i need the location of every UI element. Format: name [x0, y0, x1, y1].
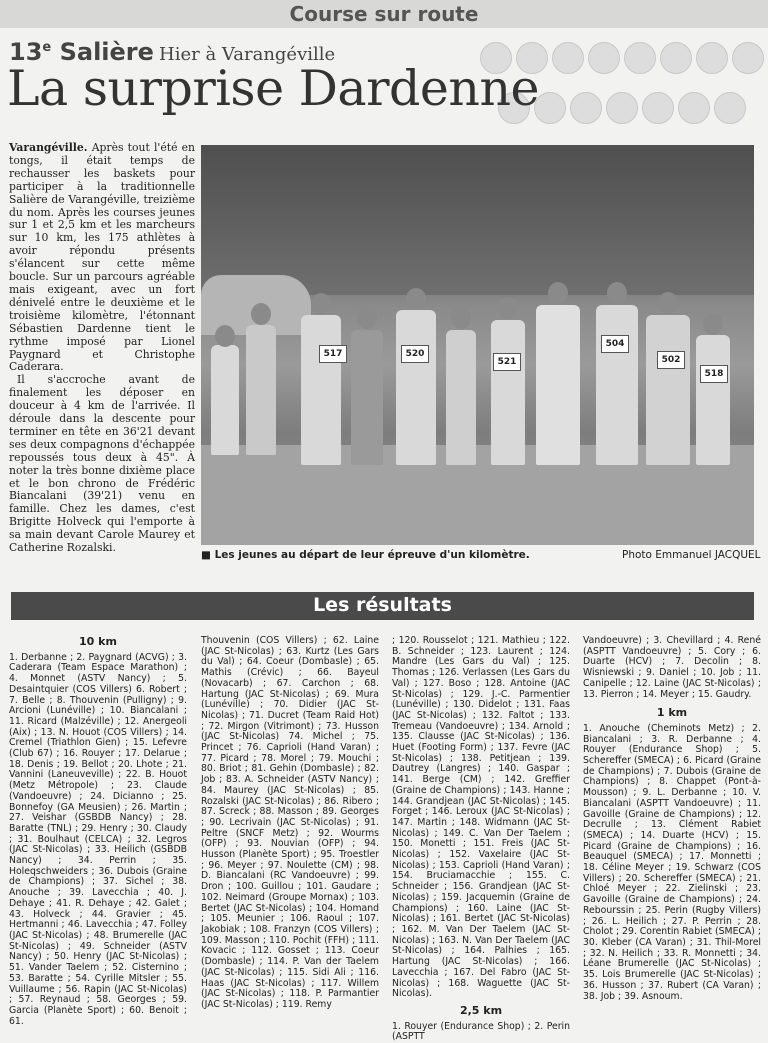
runner-head	[498, 297, 518, 319]
results-text: 1. Derbanne ; 2. Paygnard (ACVG) ; 3. Caderara (Team Espace Marathon) ; 4. Monnet (ASTV Nancy) ; 5. Desaintquier (COS Villers) 6. Robert ; 7. Belle ; 8. Thouvenin (Pulligny) ; 9. Arcioni (Lunéville) ; 10. Biancalani ; 11. Ricard (Malzéville) ; 12. Anergeoli (Aix) ; 13. N. Houot (COS Villers) ; 14. Cremel (Triathlon Gien) ; 15. Lefevre (Club 67) ; 16. Rouyer ; 17. Delarue ; 18. Denis ; 19. Bellot ; 20. Lhote ; 21. Vannini (Laneuveville) ; 22. B. Houot (Metz Métropole) ; 23. Claude (Vandoeuvre) ; 24. Dicianno ; 25. Bonnefoy (GA Meusien) ; 26. Martin ; 27. Veishar (GSBDB Nancy) ; 28. Baratte (TNL) ; 29. Henry ; 30. Claudy ; 31. Boulhaut (CELCA) ; 32. Legros (JAC St-Nicolas) ; 33. Heilich (GSBDB Nancy) ; 34. Perrin ; 35. Holeqschweiders ; 36. Dubois (Graine de Champions) ; 37. Sichel ; 38. Anouche ; 39. Lavecchia ; 40. J. Dehaye ; 41. R. Dehaye ; 42. Galet ; 43. Holveck ; 44. Gravier ; 45. Hertmanni ; 46. Lavecchia ; 47. Folley (JAC St-Nicolas) ; 48. Brumerelle (JAC St-Nicolas) ; 49. Schneider (ASTV Nancy) ; 50. Henry (JAC St-Nicolas) ; 51. Vander Taelem ; 52. Cisternino ; 53. Baratte ; 54. Cyrille Mitsler ; 55. Vuillaume ; 56. Rapin (JAC St-Nicolas) ; 57. Reynaud ; 58. Georges ; 59. Garcia (Planète Sport) ; 60. Benoit ; 61.	[9, 651, 187, 1027]
sponsor-logo	[588, 42, 620, 74]
runner	[351, 330, 383, 465]
results-heading-2-5km: 2,5 km	[459, 1003, 503, 1017]
results-column-3	[392, 635, 570, 1043]
section-title: Course sur route	[289, 2, 479, 26]
results-text: ; 120. Rousselot ; 121. Mathieu ; 122. B. Schneider ; 123. Laurent ; 124. Mandre (Les Gars du Val) ; 125. Thomas ; 126. Verlassen (Les Gars du Val) ; 127. Boso ; 128. Antoine (JAC St-Nicolas) ; 129. J.-C. Parmentier (Lunéville) ; 130. Didelot ; 131. Faas (JAC St-Nicolas) ; 132. Faltot ; 133. Tremeau (Vandoeuvre) ; 134. Arnold ; 135. Clausse (JAC St-Nicolas) ; 136. Huet (Footing Form) ; 137. Fevre (JAC St-Nicolas) ; 138. Petitjean ; 139. Dautrey (Langres) ; 140. Gaspar ; 141. Berge (CM) ; 142. Greffier (Graine de Champions) ; 143. Hanne ; 144. Grandjean (JAC St-Nicolas) ; 145. Forget ; 146. Leroux (JAC St-Nicolas) ; 147. Martin ; 148. Widmann (JAC St-Nicolas) ; 149. C. Van Der Taelem ; 150. Monetti ; 151. Freis (JAC St-Nicolas) ; 152. Vaxelaire (JAC St-Nicolas) ; 153. Caprioli (Hand Varan) ; 154. Bruciamacchie ; 155. C. Schneider ; 156. Grandjean (JAC St-Nicolas) ; 159. Jacquemin (Graine de Champions) ; 160. Laine (JAC St-Nicolas) ; 161. Bertet (JAC St-Nicolas) ; 162. M. Van Der Taelem (JAC St-Nicolas) ; 163. N. Van Der Taelem (JAC St-Nicolas) ; 164. Palhies ; 165. Hartung (JAC St-Nicolas) ; 166. Lavecchia ; 167. Del Fabro (JAC St-Nicolas) ; 168. Waguette (JAC St-Nicolas).	[392, 635, 570, 1000]
race-bib: 504	[601, 335, 629, 353]
runner-head	[311, 293, 331, 315]
race-bib: 502	[657, 351, 685, 369]
sponsor-logo	[732, 42, 764, 74]
runner-head	[251, 303, 271, 325]
runner-head	[703, 313, 723, 335]
runner	[301, 315, 341, 465]
runner	[396, 310, 436, 465]
results-text: Vandoeuvre) ; 3. Chevillard ; 4. René (ASPTT Vandoeuvre) ; 5. Cory ; 6. Duarte (HCV) ; 7. Decolin ; 8. Wisniewski ; 9. Daniel ; 10. Job ; 11. Canipelle ; 12. Laine (JAC St-Nicolas) ; 13. Pierron ; 14. Meyer ; 15. Gaudry.	[583, 635, 761, 700]
results-text: Thouvenin (COS Villers) ; 62. Laine (JAC St-Nicolas) ; 63. Kurtz (Les Gars du Val) ; 64. Coeur (Dombasle) ; 65. Mathis (Crévic) ; 66. Bayeul (Novacarb) ; 67. Carchon ; 68. Hartung (JAC St-Nicolas) ; 69. Mura (Lunéville) ; 70. Didier (JAC St-Nicolas) ; 71. Ducret (Team Raid Hot) ; 72. Mirgon (Vitrimont) ; 73. Husson (JAC St-Nicolas) 74. Michel ; 75. Princet ; 76. Caprioli (Hand Varan) ; 77. Picard ; 78. Morel ; 79. Mouchi ; 80. Briot ; 81. Gehin (Dombasle) ; 82. Job ; 83. A. Schneider (ASTV Nancy) ; 84. Maurey (JAC St-Nicolas) ; 85. Rozalski (JAC St-Nicolas) ; 86. Ribero ; 87. Screck ; 88. Masson ; 89. Georges ; 90. Lecrivain (JAC St-Nicolas) ; 91. Peltre (SNCF Metz) ; 92. Wourms (OFP) ; 93. Nouvian (OFP) ; 94. Husson (Planète Sport) ; 95. Troestler ; 96. Meyer ; 97. Noulette (CM) ; 98. D. Biancalani (RC Vandoeuvre) ; 99. Dron ; 100. Guillou ; 101. Gaudare ; 102. Neimard (Groupe Mornax) ; 103. Bertet (JAC St-Nicolas) ; 104. Homand ; 105. Meunier ; 106. Raoul ; 107. Jakobiak ; 108. Franzyn (COS Villers) ; 109. Masson ; 110. Pochit (FFH) ; 111. Kovacic ; 112. Gosset ; 113. Coeur (Dombasle) ; 114. P. Van der Taelem (JAC St-Nicolas) ; 115. Sidi Ali ; 116. Haas (JAC St-Nicolas) ; 117. Willem (JAC St-Nicolas) ; 118. P. Parmantier (JAC St-Nicolas) ; 119. Remy	[201, 635, 379, 1010]
results-band	[11, 592, 754, 620]
race-bib: 521	[493, 353, 521, 371]
runner-head	[607, 282, 627, 304]
results-column-1	[9, 635, 187, 1027]
race-bib: 518	[700, 365, 728, 383]
sponsor-logo	[570, 92, 602, 124]
kicker-sup: e	[42, 40, 52, 55]
article-paragraph: Il s'accroche avant de finalement les déposer en douceur à 4 km de l'arrivée. Il déroule dans la descente pour terminer en tête en 36'21 devant ses deux compagnons d'échappée repoussés tous deux à 45". À noter la très bonne dixième place et le bon chrono de Frédéric Biancalani (39'21) venu en famille. Chez les dames, c'est Brigitte Holveck qui l'emporte à sa main devant Carole Maurey et Catherine Rozalski.	[9, 373, 195, 555]
runner	[696, 335, 730, 465]
sponsor-logo	[642, 92, 674, 124]
runner	[446, 330, 476, 465]
photo-credit: Photo Emmanuel JACQUEL	[622, 549, 761, 561]
sponsor-logo	[660, 42, 692, 74]
runner	[536, 305, 580, 465]
dateline: Varangéville.	[9, 141, 88, 154]
runner	[211, 345, 239, 455]
sponsor-logo	[678, 92, 710, 124]
kicker: 13e Salière	[9, 38, 154, 66]
kicker-subtitle: Hier à Varangéville	[159, 44, 336, 65]
sponsor-logo	[624, 42, 656, 74]
runner-head	[215, 325, 235, 347]
race-bib: 517	[319, 345, 347, 363]
runner-head	[357, 307, 377, 329]
runner	[596, 305, 638, 465]
paragraph-text: Après tout l'été en tongs, il était temps de rechausser les baskets pour participer à la traditionnelle Salière de Varangéville, treizième du nom. Après les courses jeunes sur 1 et 2,5 km et les marcheurs sur 10 km, les 175 athlètes à avoir répondu présents s'élancent sur cette même boucle. Sur un parcours agréable mais exigeant, avec un fort dénivelé entre le deuxième et le troisième kilomètre, l'étonnant Sébastien Dardenne tient le rythme imposé par Lionel Paygnard et Christophe Caderara.	[9, 141, 195, 374]
article-paragraph	[9, 142, 195, 374]
headline: La surprise Dardenne	[7, 60, 540, 117]
runner	[246, 325, 276, 455]
section-banner	[0, 0, 768, 28]
results-title: Les résultats	[313, 594, 452, 616]
results-column-4	[583, 635, 762, 1002]
photo-background-trees	[201, 145, 754, 295]
sponsor-logo	[696, 42, 728, 74]
sponsor-logo	[714, 92, 746, 124]
runner	[646, 315, 690, 465]
results-heading-1km: 1 km	[656, 706, 688, 720]
results-column-2	[201, 635, 379, 1010]
caption-text: Les jeunes au départ de leur épreuve d'un kilomètre.	[214, 549, 530, 561]
sponsor-logo	[552, 42, 584, 74]
results-text: 1. Anouche (Cheminots Metz) ; 2. Biancalani ; 3. R. Derbanne ; 4. Rouyer (Endurance Shop) ; 5. Schereffer (SMECA) ; 6. Picard (Graine de Champions) ; 7. Dubois (Graine de Champions) ; 8. Chappet (Pont-à-Mousson) ; 9. L. Derbanne ; 10. V. Biancalani (ASPTT Vandoeuvre) ; 11. Gavoille (Graine de Champions) ; 12. Decrulle ; 13. Clément Rabiet (SMECA) ; 14. Duarte (HCV) ; 15. Picard (Graine de Champions) ; 16. Beauquel (SMECA) ; 17. Monnetti ; 18. Céline Meyer ; 19. Schwarz (COS Villers) ; 20. Schereffer (SMECA) ; 21. Chloé Meyer ; 22. Zielinski ; 23. Gavoille (Graine de Champions) ; 24. Rebourssin ; 25. Perin (Rugby Villers) ; 26. L. Heilich ; 27. P. Perrin ; 28. Cholot ; 29. Corentin Rabiet (SMECA) ; 30. Kleber (CA Varan) ; 31. Thil-Morel ; 32. N. Heilich ; 33. R. Monnetti ; 34. Léane Brumerelle (JAC St-Nicolas) ; 35. Lois Brumerelle (JAC St-Nicolas) ; 36. Husson ; 37. Rubert (CA Varan) ; 38. Job ; 39. Asnoum.	[583, 722, 762, 1002]
results-heading-10km: 10 km	[79, 635, 117, 648]
article-body	[9, 142, 195, 555]
results-text: 1. Rouyer (Endurance Shop) ; 2. Perin (ASPTT	[392, 1020, 570, 1043]
runner-head	[548, 282, 568, 304]
runner-head	[451, 307, 471, 329]
runner	[491, 320, 525, 465]
runner-head	[658, 292, 678, 314]
race-bib: 520	[401, 345, 429, 363]
race-photo	[201, 145, 754, 545]
runner-head	[406, 288, 426, 310]
photo-caption: ■ Les jeunes au départ de leur épreuve d'un kilomètre.	[201, 549, 530, 561]
sponsor-logo	[606, 92, 638, 124]
